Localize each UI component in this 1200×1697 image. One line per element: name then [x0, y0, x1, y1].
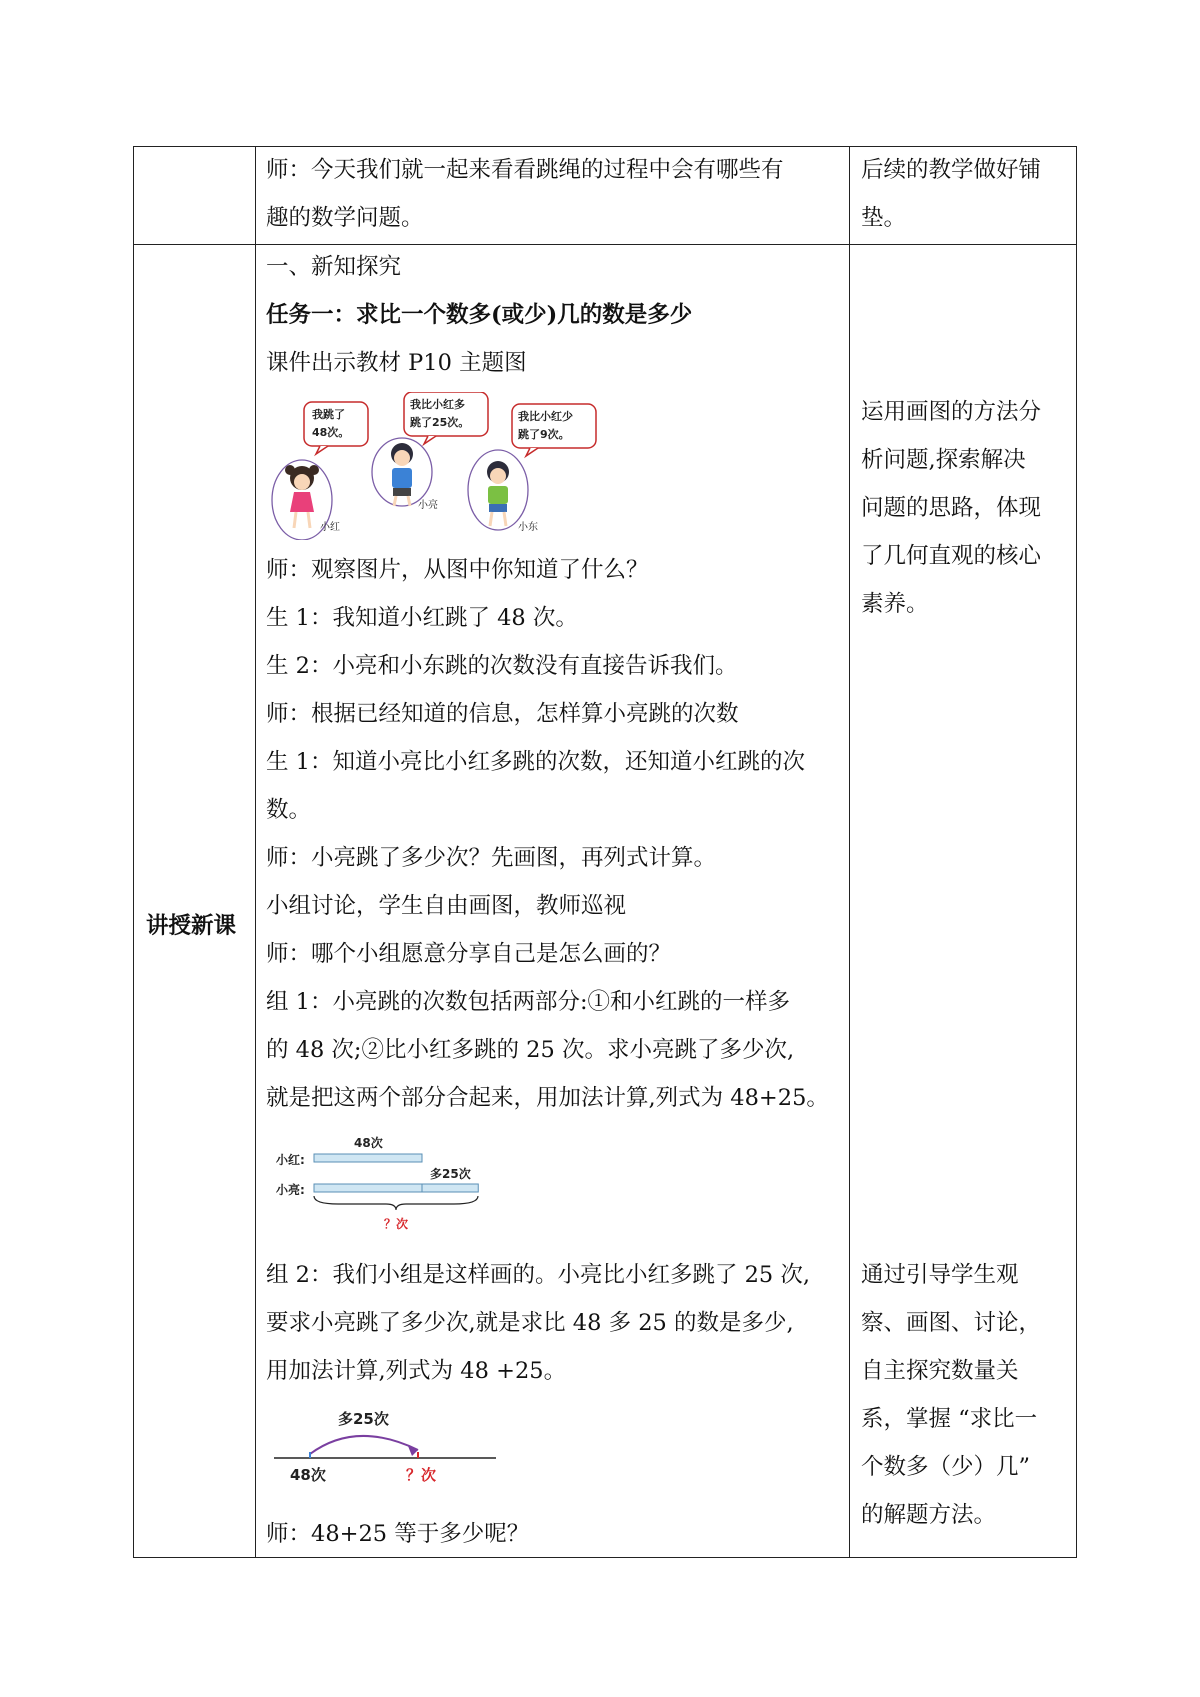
speech-bubble-2: [404, 392, 488, 444]
dialogue-line-5: 生 1：知道小亮比小红多跳的次数，还知道小红跳的次: [266, 749, 805, 775]
bar-xiaoliang-extra: [422, 1184, 478, 1192]
row1-note-2: 垫。: [861, 205, 907, 231]
row1-line-1: 师：今天我们就一起来看看跳绳的过程中会有哪些有: [266, 157, 784, 183]
section-label: 讲授新课: [146, 913, 237, 939]
jump-arc: [310, 1436, 418, 1454]
final-line: 师：48+25 等于多少呢？: [266, 1521, 530, 1547]
bubble-3-line-2: 跳了9次。: [518, 428, 570, 441]
note2-line-6: 的解题方法。: [861, 1502, 997, 1528]
dialogue-line-10: 组 1：小亮跳的次数包括两部分:①和小红跳的一样多: [266, 989, 791, 1015]
name-xiaodong: 小东: [518, 522, 538, 533]
group2-line-2: 要求小亮跳了多少次,就是求比 48 多 25 的数是多少,: [266, 1310, 794, 1336]
bar-label-xiaohong: 小红:: [276, 1153, 305, 1167]
row1-line-2: 趣的数学问题。: [266, 205, 424, 231]
end-label: ？次: [406, 1466, 437, 1484]
bar-top-label: 48次: [354, 1136, 383, 1150]
task-title: 任务一：求比一个数多(或少)几的数是多少: [266, 302, 693, 328]
dialogue-line-2: 生 1：我知道小红跳了 48 次。: [266, 605, 578, 631]
bubble-1-line-2: 48次。: [312, 426, 350, 439]
number-line-diagram: [268, 1400, 508, 1490]
note2-line-2: 察、画图、讨论，: [861, 1310, 1042, 1336]
subtitle: 课件出示教材 P10 主题图: [266, 350, 527, 376]
speech-bubble-3: [512, 404, 596, 456]
note1-line-5: 素养。: [861, 591, 929, 617]
start-label: 48次: [290, 1466, 326, 1484]
dialogue-line-4: 师：根据已经知道的信息，怎样算小亮跳的次数: [266, 701, 739, 727]
dialogue-line-1: 师：观察图片，从图中你知道了什么？: [266, 557, 649, 583]
bar-diagram: [268, 1130, 498, 1236]
dialogue-line-11: 的 48 次;②比小红多跳的 25 次。求小亮跳了多少次,: [266, 1037, 795, 1063]
group2-line-1: 组 2：我们小组是这样画的。小亮比小红多跳了 25 次,: [266, 1262, 811, 1288]
dialogue-line-6: 数。: [266, 797, 312, 823]
dialogue-line-9: 师：哪个小组愿意分享自己是怎么画的？: [266, 941, 672, 967]
bar-extra-label: 多25次: [430, 1167, 471, 1181]
bubble-1-line-1: 我跳了: [312, 408, 345, 421]
bubble-2-line-1: 我比小红多: [410, 398, 465, 411]
dialogue-line-7: 师：小亮跳了多少次？先画图，再列式计算。: [266, 845, 717, 871]
note1-line-4: 了几何直观的核心: [861, 543, 1042, 569]
note2-line-5: 个数多（少）几”: [861, 1454, 1031, 1480]
section-heading: 一、新知探究: [266, 254, 402, 280]
note2-line-4: 系，掌握 “求比一: [861, 1406, 1038, 1432]
note2-line-3: 自主探究数量关: [861, 1358, 1019, 1384]
total-brace: [314, 1196, 478, 1210]
column-divider-2: [849, 147, 850, 1557]
bar-total-label: ？次: [384, 1217, 409, 1231]
child-xiaodong-figure: [468, 450, 528, 530]
bar-label-xiaoliang: 小亮:: [276, 1183, 305, 1197]
note1-line-3: 问题的思路，体现: [861, 495, 1042, 521]
dialogue-line-8: 小组讨论，学生自由画图，教师巡视: [266, 893, 627, 919]
name-xiaoliang: 小亮: [418, 500, 438, 511]
group2-line-3: 用加法计算,列式为 48 +25。: [266, 1358, 567, 1384]
name-xiaohong: 小红: [320, 522, 340, 533]
dialogue-line-12: 就是把这两个部分合起来，用加法计算,列式为 48+25。: [266, 1085, 829, 1111]
bubble-3-line-1: 我比小红少: [518, 410, 573, 423]
bar-xiaohong: [314, 1154, 422, 1162]
note1-line-2: 析问题,探索解决: [861, 447, 1026, 473]
row1-note-1: 后续的教学做好铺: [861, 157, 1042, 183]
arc-label: 多25次: [338, 1410, 389, 1428]
column-divider-1: [255, 147, 256, 1557]
bar-xiaoliang-base: [314, 1184, 422, 1192]
speech-bubble-1: [304, 402, 368, 454]
child-xiaoliang-figure: [372, 438, 432, 506]
bubble-2-line-2: 跳了25次。: [410, 416, 470, 429]
note2-line-1: 通过引导学生观: [861, 1262, 1019, 1288]
note1-line-1: 运用画图的方法分: [861, 399, 1042, 425]
dialogue-line-3: 生 2：小亮和小东跳的次数没有直接告诉我们。: [266, 653, 738, 679]
theme-illustration: [268, 392, 608, 540]
